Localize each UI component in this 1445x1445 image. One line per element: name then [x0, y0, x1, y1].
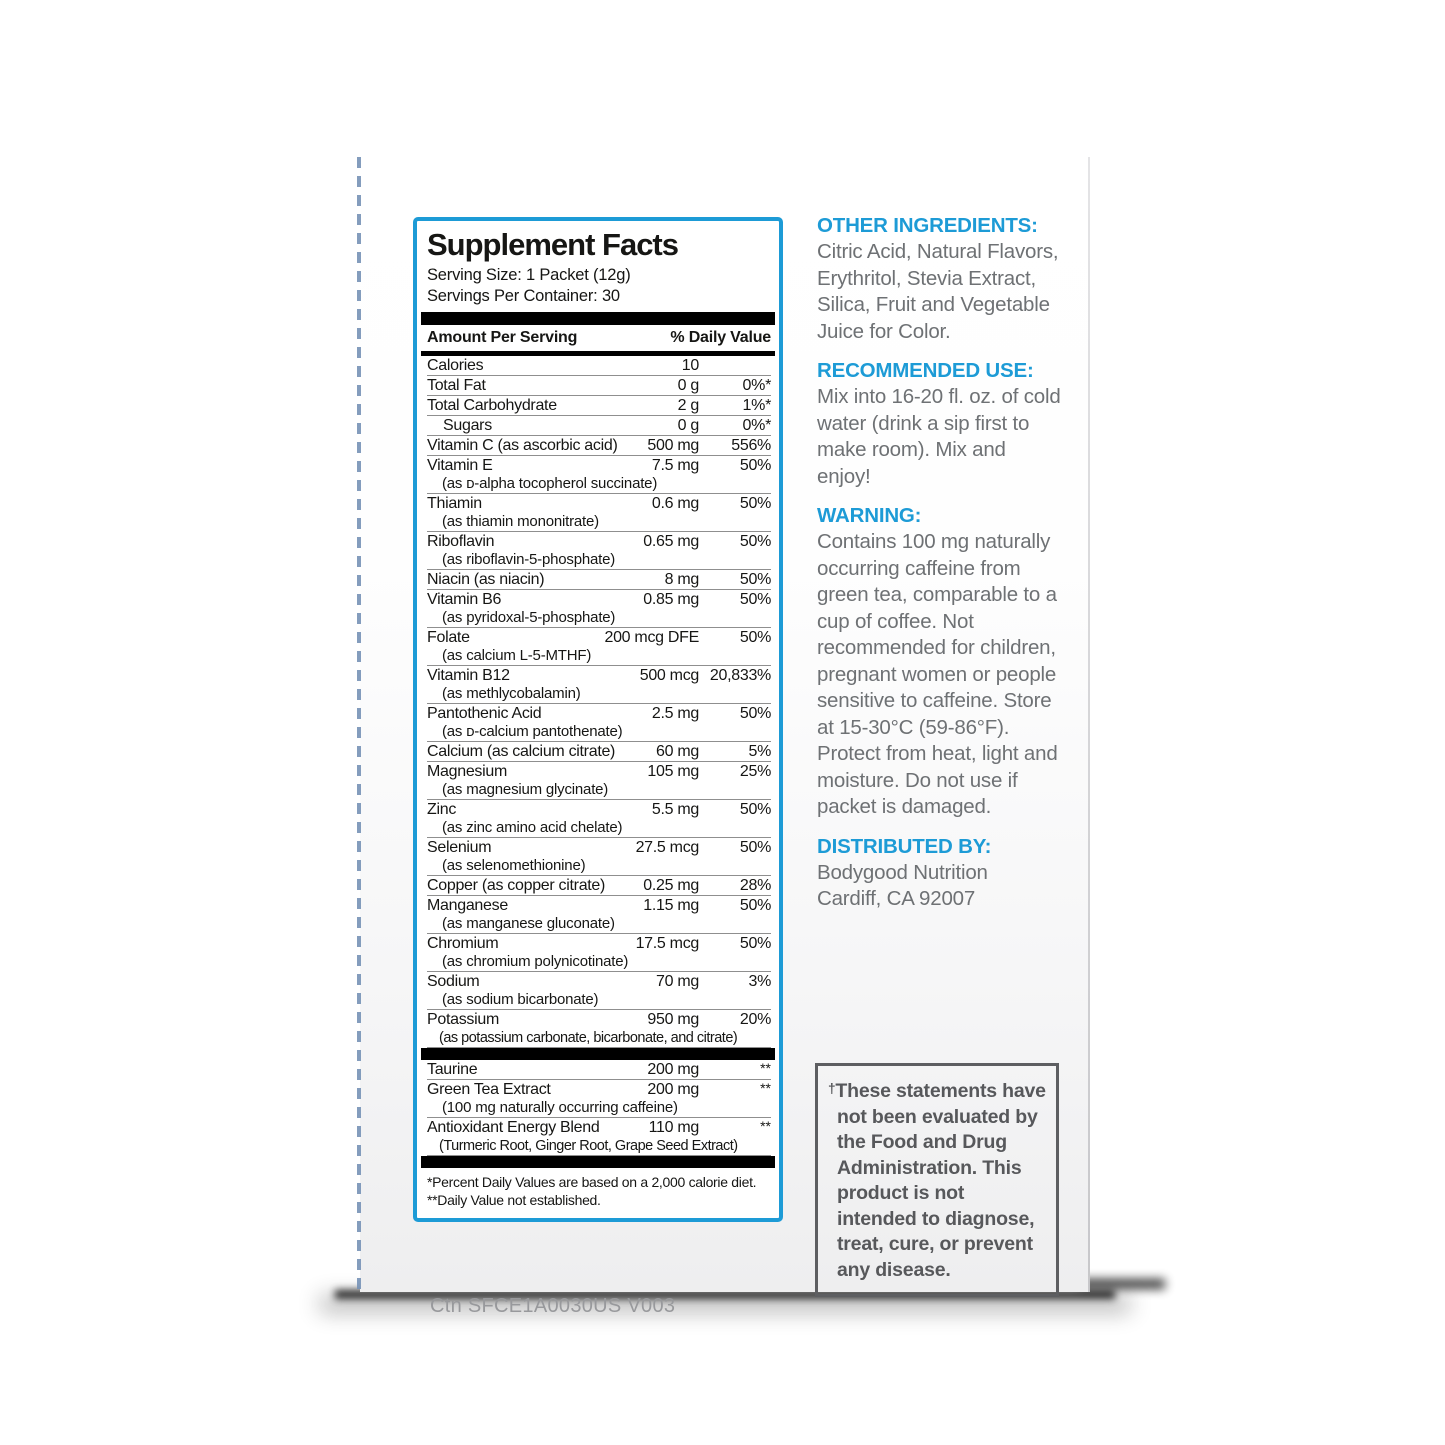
nutrient-amount: 0.85 mg — [643, 591, 699, 608]
nutrient-amount: 10 — [681, 357, 699, 374]
nutrient-amount: 200 mg — [647, 1061, 699, 1078]
nutrient-daily-value: 20,833% — [709, 667, 771, 684]
nutrient-line — [427, 1061, 771, 1079]
nutrient-source: (as potassium carbonate, bicarbonate, and citrate) — [439, 1030, 738, 1046]
nutrient-daily-value: 5% — [748, 743, 771, 760]
nutrient-amount: 0 g — [677, 417, 699, 434]
section-divider-bar — [421, 1048, 775, 1060]
carton-code: Ctn SFCE1A0030US V003 — [430, 1295, 676, 1317]
section-body-recommended-use: Mix into 16-20 fl. oz. of cold water (drink a sip first to make room). Mix and enjoy! — [817, 385, 1061, 488]
nutrient-line — [427, 763, 771, 781]
table-row — [427, 396, 771, 416]
nutrient-name: Antioxidant Energy Blend — [427, 1119, 600, 1136]
table-row — [427, 800, 771, 838]
nutrient-daily-value: 50% — [739, 705, 771, 722]
dagger-symbol: † — [828, 1081, 836, 1096]
nutrient-source: (as manganese gluconate) — [442, 915, 615, 932]
nutrient-daily-value: 0%* — [742, 377, 771, 394]
divider-bar-top — [421, 312, 775, 325]
nutrient-source: (as chromium polynicotinate) — [442, 953, 629, 970]
nutrient-line — [427, 457, 771, 475]
nutrient-daily-value: 50% — [739, 457, 771, 474]
table-row — [427, 1060, 771, 1080]
table-row — [427, 1010, 771, 1048]
section-body-warning: Contains 100 mg naturally occurring caffeine from green tea, comparable to a cup of coffee. Not recommended for children, pregnant women or people sensitive to caffeine. Store at 15-30°C (59-86°F). Protect from heat, light and moisture. Do not use if packet is damaged. — [817, 530, 1058, 818]
nutrient-source: (as magnesium glycinate) — [442, 781, 609, 798]
nutrient-name: Taurine — [427, 1061, 478, 1078]
nutrient-line — [427, 877, 771, 895]
table-row — [427, 416, 771, 436]
fda-disclaimer-text: These statements have not been evaluated by the Food and Drug Administration. This product is not intended to diagnose, treat, cure, or prevent any disease. — [835, 1080, 1046, 1281]
footnote-daily-values: *Percent Daily Values are based on a 2,000 calorie diet. — [427, 1174, 757, 1190]
table-row — [427, 762, 771, 800]
nutrient-line — [427, 377, 771, 395]
daily-value-header: % Daily Value — [670, 329, 771, 346]
nutrient-line — [427, 533, 771, 551]
amount-per-serving-header: Amount Per Serving — [427, 329, 578, 346]
footnotes — [427, 1173, 771, 1209]
servings-per-container: Servings Per Container: 30 — [427, 287, 620, 305]
nutrient-source: (100 mg naturally occurring caffeine) — [442, 1099, 678, 1116]
nutrient-daily-value: 50% — [739, 533, 771, 550]
table-row — [427, 570, 771, 590]
nutrient-daily-value: 0%* — [742, 417, 771, 434]
nutrient-name: Calories — [427, 357, 484, 374]
nutrient-daily-value: 20% — [739, 1011, 771, 1028]
nutrient-daily-value: ** — [760, 1060, 771, 1076]
nutrient-amount: 5.5 mg — [651, 801, 699, 818]
nutrient-name: Green Tea Extract — [427, 1081, 551, 1098]
nutrient-amount: 0.65 mg — [643, 533, 699, 550]
nutrient-source: (Turmeric Root, Ginger Root, Grape Seed Extract) — [439, 1138, 738, 1154]
nutrient-line — [427, 629, 771, 647]
nutrient-name: Potassium — [427, 1011, 499, 1028]
serving-size: Serving Size: 1 Packet (12g) — [427, 266, 631, 284]
section-body-distributed-by: Cardiff, CA 92007 — [817, 887, 976, 910]
nutrient-line — [427, 357, 771, 375]
nutrient-source: (as ᴅ-calcium pantothenate) — [442, 723, 623, 740]
nutrient-source: (as selenomethionine) — [442, 857, 586, 874]
fda-disclaimer-box — [815, 1063, 1059, 1297]
fda-disclaimer-text-wrap — [828, 1076, 1048, 1283]
info-column — [817, 213, 1064, 913]
table-header — [427, 325, 771, 351]
nutrient-amount: 60 mg — [656, 743, 699, 760]
table-row — [427, 704, 771, 742]
nutrient-line — [427, 591, 771, 609]
nutrient-name: Selenium — [427, 839, 492, 856]
nutrient-name: Chromium — [427, 935, 499, 952]
nutrient-source: (as riboflavin-5-phosphate) — [442, 551, 616, 568]
nutrient-amount: 8 mg — [664, 571, 699, 588]
table-row — [427, 896, 771, 934]
nutrient-daily-value: 50% — [739, 629, 771, 646]
nutrient-amount: 105 mg — [647, 763, 699, 780]
nutrient-source: (as thiamin mononitrate) — [442, 513, 599, 530]
nutrient-line — [427, 839, 771, 857]
nutrient-amount: 70 mg — [656, 973, 699, 990]
section-body-other-ingredients: Citric Acid, Natural Flavors, Erythritol, Stevia Extract, Silica, Fruit and Vegetable Juice for Color. — [817, 240, 1059, 343]
section-heading-distributed-by: DISTRIBUTED BY: — [817, 834, 992, 858]
nutrient-source: (as methlycobalamin) — [442, 685, 581, 702]
carton-left-edge — [357, 157, 361, 1292]
nutrient-name: Sodium — [427, 973, 480, 990]
section-body-distributed-by: Bodygood Nutrition — [817, 860, 988, 884]
nutrient-daily-value: 50% — [739, 801, 771, 818]
nutrient-line — [427, 705, 771, 723]
nutrient-line — [427, 571, 771, 589]
nutrient-line — [427, 1081, 771, 1099]
nutrient-amount: 2.5 mg — [651, 705, 699, 722]
nutrient-amount: 0.25 mg — [643, 877, 699, 894]
nutrient-name: Sugars — [443, 417, 492, 434]
nutrient-daily-value: 556% — [731, 437, 771, 454]
nutrient-source: (as sodium bicarbonate) — [442, 991, 599, 1008]
nutrient-daily-value: 50% — [739, 591, 771, 608]
nutrient-name: Vitamin B6 — [427, 591, 502, 608]
nutrient-name: Calcium (as calcium citrate) — [427, 743, 616, 760]
table-row — [427, 590, 771, 628]
nutrient-amount: 200 mcg DFE — [604, 629, 699, 646]
nutrient-daily-value: 1%* — [742, 397, 771, 414]
nutrient-daily-value: 25% — [739, 763, 771, 780]
nutrient-line — [427, 397, 771, 415]
nutrient-amount: 7.5 mg — [651, 457, 699, 474]
table-row — [427, 356, 771, 376]
nutrient-daily-value: 50% — [739, 495, 771, 512]
table-row — [427, 436, 771, 456]
nutrient-name: Folate — [427, 629, 470, 646]
nutrient-amount: 0 g — [677, 377, 699, 394]
table-row — [427, 1118, 771, 1156]
carton-right-edge — [1088, 157, 1090, 1292]
nutrient-name: Zinc — [427, 801, 457, 818]
nutrient-daily-value: 50% — [739, 571, 771, 588]
table-row — [427, 666, 771, 704]
panel-title: Supplement Facts — [427, 227, 678, 262]
nutrient-name: Magnesium — [427, 763, 508, 780]
table-row — [427, 972, 771, 1010]
nutrient-line — [427, 743, 771, 761]
nutrient-name: Pantothenic Acid — [427, 705, 542, 722]
nutrient-name: Total Carbohydrate — [427, 397, 557, 414]
table-row — [427, 494, 771, 532]
nutrient-source: (as pyridoxal-5-phosphate) — [442, 609, 616, 626]
nutrient-name: Niacin (as niacin) — [427, 571, 545, 588]
nutrient-daily-value: 50% — [739, 935, 771, 952]
section-heading-warning: WARNING: — [817, 504, 922, 527]
nutrient-line — [427, 495, 771, 513]
section-heading-other-ingredients: OTHER INGREDIENTS: — [817, 214, 1038, 237]
nutrient-daily-value: 50% — [739, 897, 771, 914]
nutrient-line — [427, 1011, 771, 1029]
nutrient-source: (as zinc amino acid chelate) — [442, 819, 623, 836]
table-row — [427, 1080, 771, 1118]
nutrient-daily-value: 28% — [739, 877, 771, 894]
nutrient-line — [427, 417, 771, 435]
nutrient-amount: 17.5 mcg — [635, 935, 699, 952]
product-carton-back — [360, 157, 1090, 1317]
nutrient-line — [427, 897, 771, 915]
nutrient-daily-value: ** — [760, 1118, 771, 1134]
section-divider-bar — [421, 1156, 775, 1168]
nutrient-name: Manganese — [427, 897, 508, 914]
nutrient-line — [427, 801, 771, 819]
table-row — [427, 742, 771, 762]
nutrient-line — [427, 973, 771, 991]
nutrient-amount: 500 mg — [647, 437, 699, 454]
section-heading-recommended-use: RECOMMENDED USE: — [817, 359, 1034, 382]
table-row — [427, 456, 771, 494]
nutrient-daily-value: ** — [760, 1080, 771, 1096]
footnote-not-established: **Daily Value not established. — [427, 1192, 601, 1208]
nutrient-daily-value: 3% — [748, 973, 771, 990]
facts-rows — [427, 356, 771, 1168]
nutrient-name: Thiamin — [427, 495, 482, 512]
nutrient-amount: 950 mg — [647, 1011, 699, 1028]
table-row — [427, 876, 771, 896]
nutrient-name: Riboflavin — [427, 533, 495, 550]
nutrient-amount: 27.5 mcg — [635, 839, 699, 856]
nutrient-source: (as ᴅ-alpha tocopherol succinate) — [442, 475, 658, 492]
nutrient-name: Total Fat — [427, 377, 486, 394]
nutrient-amount: 500 mcg — [639, 667, 699, 684]
nutrient-line — [427, 437, 771, 455]
nutrient-amount: 0.6 mg — [651, 495, 699, 512]
nutrient-name: Vitamin C (as ascorbic acid) — [427, 437, 618, 454]
nutrient-line — [427, 935, 771, 953]
nutrient-line — [427, 667, 771, 685]
table-row — [427, 532, 771, 570]
nutrient-amount: 1.15 mg — [643, 897, 699, 914]
table-row — [427, 376, 771, 396]
nutrient-name: Vitamin B12 — [427, 667, 510, 684]
nutrient-amount: 110 mg — [648, 1119, 699, 1136]
nutrient-line — [427, 1119, 771, 1137]
nutrient-amount: 200 mg — [647, 1081, 699, 1098]
nutrient-name: Vitamin E — [427, 457, 493, 474]
table-row — [427, 934, 771, 972]
nutrient-amount: 2 g — [677, 397, 699, 414]
supplement-facts-panel — [413, 217, 783, 1222]
table-row — [427, 628, 771, 666]
nutrient-daily-value: 50% — [739, 839, 771, 856]
nutrient-source: (as calcium L-5-MTHF) — [442, 647, 592, 664]
nutrient-name: Copper (as copper citrate) — [427, 877, 606, 894]
carton-corner-shadow — [1080, 1279, 1165, 1289]
table-row — [427, 838, 771, 876]
